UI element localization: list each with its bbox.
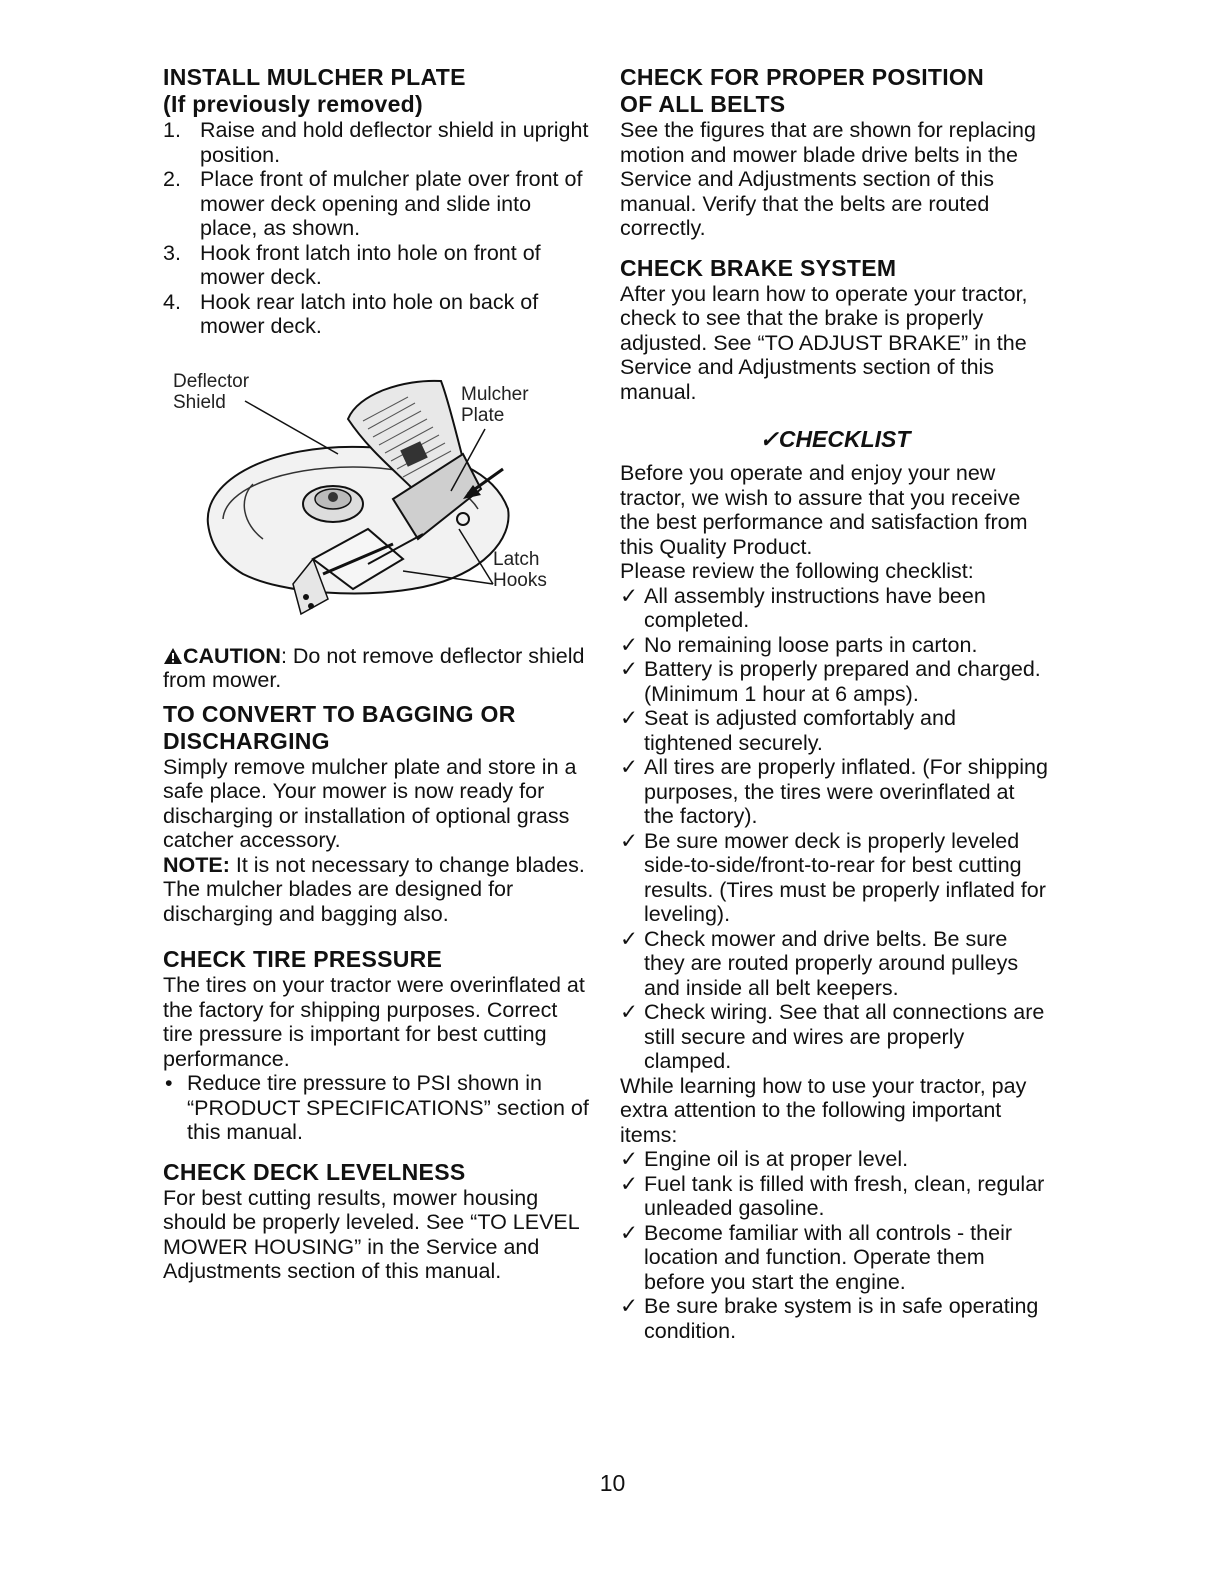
deflector-label-line1: Deflector — [173, 370, 250, 392]
checklist-item-text: Battery is properly prepared and charged. (Minimum 1 hour at 6 amps). — [644, 657, 1041, 706]
checklist-intro: Before you operate and enjoy your new tractor, we wish to assure that you receive the best performance and satisfaction from this Quality Product. — [620, 461, 1028, 559]
checklist-item — [620, 1294, 1050, 1343]
check-mark-icon: ✓ — [620, 657, 639, 681]
checklist-item-text: Seat is adjusted comfortably and tightened securely. — [644, 706, 956, 755]
checklist-item-text: All assembly instructions have been completed. — [644, 583, 986, 632]
caution-text: : Do not remove deflector shield from mower. — [163, 643, 585, 692]
step-text: Hook front latch into hole on front of mower deck. — [200, 240, 541, 289]
checklist-item — [620, 755, 1050, 829]
note-word: NOTE: — [163, 852, 230, 877]
convert-heading: TO CONVERT TO BAGGING OR — [163, 700, 516, 727]
checklist-title-text: CHECKLIST — [778, 426, 911, 452]
checklist-item — [620, 1147, 1050, 1172]
deflector-label-line2: Shield — [173, 391, 226, 413]
mulcher-label-line1: Mulcher — [461, 383, 529, 405]
caution-word: CAUTION — [183, 643, 281, 668]
checklist-item — [620, 829, 1050, 927]
note-text: It is not necessary to change blades. The mulcher blades are designed for discharging and bagging also. — [163, 852, 585, 926]
caution-paragraph — [163, 644, 593, 693]
latch-label-line2: Hooks — [493, 569, 547, 591]
checklist-item-text: All tires are properly inflated. (For shipping purposes, the tires were overinflated at the factory). — [644, 755, 1048, 828]
checklist-item — [620, 633, 1050, 658]
belts-text: See the figures that are shown for replacing motion and mower blade drive belts in the Service and Adjustments section of this manual. Verify that the belts are routed correctly. — [620, 118, 1036, 240]
checklist-item-text: Check wiring. See that all connections are still secure and wires are properly clamped. — [644, 1000, 1045, 1073]
check-mark-icon: ✓ — [620, 1000, 639, 1024]
check-mark-icon: ✓ — [620, 1220, 639, 1245]
checklist-item — [620, 927, 1050, 1001]
belts-subheading: OF ALL BELTS — [620, 91, 786, 117]
checklist-items-2 — [620, 1147, 1050, 1343]
step-number: 4. — [163, 289, 181, 314]
left-column — [163, 64, 593, 1284]
deck-heading: CHECK DECK LEVELNESS — [163, 1158, 466, 1185]
mulcher-heading: INSTALL MULCHER PLATE — [163, 64, 466, 90]
check-mark-icon: ✓ — [620, 706, 639, 730]
checklist-item — [620, 1221, 1050, 1295]
checklist-learning: While learning how to use your tractor, pay extra attention to the following important items: — [620, 1073, 1027, 1147]
brake-text: After you learn how to operate your tractor, check to see that the brake is properly adjusted. See “TO ADJUST BRAKE” in the Service and Adjustments section of this manual. — [620, 281, 1028, 404]
mulcher-steps — [163, 118, 593, 339]
belts-heading: CHECK FOR PROPER POSITION — [620, 64, 985, 90]
deck-text: For best cutting results, mower housing should be properly leveled. See “TO LEVEL MOWER HOUSING” in the Service and Adjustments section of this manual. — [163, 1185, 579, 1283]
convert-text: Simply remove mulcher plate and store in a safe place. Your mower is now ready for discharging or installation of optional grass catcher accessory. — [163, 754, 577, 852]
bullet-item — [163, 1071, 593, 1145]
checklist-item-text: Become familiar with all controls - their location and function. Operate them before you start the engine. — [644, 1220, 1013, 1294]
warning-triangle-icon — [163, 647, 183, 665]
check-mark-icon: ✓ — [620, 1294, 639, 1318]
mulcher-plate-figure — [163, 359, 593, 624]
checklist-item-text: Be sure brake system is in safe operating condition. — [644, 1294, 1039, 1343]
checklist-item-text: No remaining loose parts in carton. — [644, 632, 978, 657]
tire-heading: CHECK TIRE PRESSURE — [163, 946, 443, 972]
step-text: Raise and hold deflector shield in upright position. — [200, 118, 589, 167]
step-number: 2. — [163, 167, 181, 191]
mulcher-subheading: (If previously removed) — [163, 91, 423, 117]
check-mark-icon: ✓ — [620, 1147, 639, 1171]
checklist-item — [620, 1000, 1050, 1074]
brake-heading: CHECK BRAKE SYSTEM — [620, 254, 897, 281]
page-number: 10 — [599, 1470, 626, 1496]
checklist-item — [620, 706, 1050, 755]
checklist-item — [620, 1172, 1050, 1221]
check-mark-icon: ✓ — [620, 755, 639, 779]
convert-subheading: DISCHARGING — [163, 727, 330, 754]
checklist-title — [620, 426, 1050, 453]
checklist-item — [620, 657, 1050, 706]
check-mark-icon: ✓ — [620, 1171, 639, 1196]
right-column — [620, 64, 1050, 1343]
check-mark-icon: ✓ — [759, 426, 779, 452]
check-mark-icon: ✓ — [620, 926, 639, 951]
tire-text: The tires on your tractor were overinflated at the factory for shipping purposes. Correct tire pressure is important for best cutting performance. — [163, 973, 585, 1071]
checklist-item-text: Check mower and drive belts. Be sure they are routed properly around pulleys and inside all belt keepers. — [644, 926, 1019, 1000]
checklist-item — [620, 584, 1050, 633]
check-mark-icon: ✓ — [620, 583, 639, 608]
step-number: 3. — [163, 240, 181, 265]
step-number: 1. — [163, 118, 181, 142]
mulcher-label-line2: Plate — [461, 404, 505, 426]
checklist-item-text: Be sure mower deck is properly leveled side-to-side/front-to-rear for best cutting results. (Tires must be properly inflated for leveling). — [644, 828, 1046, 926]
checklist-items — [620, 584, 1050, 1074]
bullet-text: Reduce tire pressure to PSI shown in “PRODUCT SPECIFICATIONS” section of this manual. — [187, 1071, 589, 1144]
checklist-item-text: Fuel tank is filled with fresh, clean, regular unleaded gasoline. — [644, 1171, 1045, 1220]
bullet-icon: • — [165, 1071, 173, 1095]
checklist-review: Please review the following checklist: — [620, 559, 974, 583]
check-mark-icon: ✓ — [620, 632, 639, 657]
check-mark-icon: ✓ — [620, 828, 639, 853]
step-text: Place front of mulcher plate over front of mower deck opening and slide into place, as shown. — [200, 167, 583, 240]
tire-bullets — [163, 1071, 593, 1145]
checklist-item-text: Engine oil is at proper level. — [644, 1147, 909, 1171]
step-item — [163, 290, 593, 339]
step-item — [163, 167, 593, 241]
note-paragraph — [163, 853, 593, 927]
step-item — [163, 241, 593, 290]
latch-label-line1: Latch — [493, 548, 540, 570]
step-item — [163, 118, 593, 167]
step-text: Hook rear latch into hole on back of mower deck. — [200, 289, 539, 338]
